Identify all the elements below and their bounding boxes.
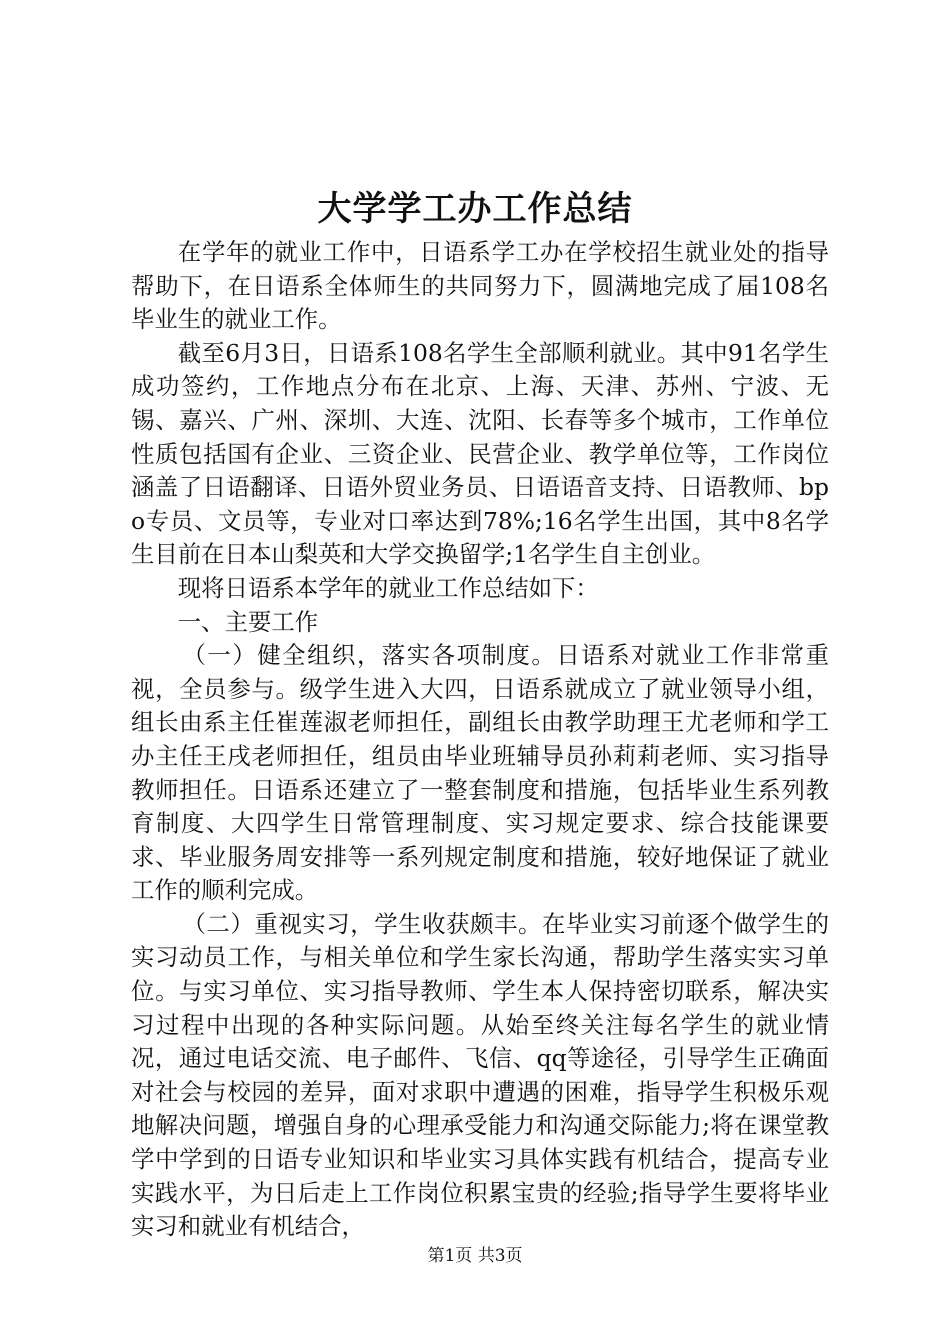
paragraph-intro: 在学年的就业工作中，日语系学工办在学校招生就业处的指导帮助下，在日语系全体师生的共同努力下，圆满地完成了届108名毕业生的就业工作。 [131,238,829,334]
paragraph-employment-stats: 截至6月3日，日语系108名学生全部顺利就业。其中91名学生成功签约，工作地点分布在北京、上海、天津、苏州、宁波、无锡、嘉兴、广州、深圳、大连、沈阳、长春等多个城市，工作单位性质包括国有企业、三资企业、民营企业、教学单位等，工作岗位涵盖了日语翻译、日语外贸业务员、日语语音支持、日语教师、bpo专员、文员等，专业对口率达到78%;16名学生出国，其中8名学生目前在日本山梨英和大学交换留学;1名学生自主创业。 [131,338,829,569]
document-body [131,236,829,1244]
document-title: 大学学工办工作总结 [317,189,633,229]
paragraph-summary-lead: 现将日语系本学年的就业工作总结如下： [177,573,599,602]
paragraph-organization: （一）健全组织，落实各项制度。日语系对就业工作非常重视，全员参与。级学生进入大四，日语系就成立了就业领导小组，组长由系主任崔莲淑老师担任，副组长由教学助理王尤老师和学工办主任王戌老师担任，组员由毕业班辅导员孙莉莉老师、实习指导教师担任。日语系还建立了一整套制度和措施，包括毕业生系列教育制度、大四学生日常管理制度、实习规定要求、综合技能课要求、毕业服务周安排等一系列规定制度和措施，较好地保证了就业工作的顺利完成。 [131,641,829,905]
section-heading-main-work: 一、主要工作 [177,607,319,636]
page-number: 第1页 共3页 [427,1246,523,1266]
paragraph-internship: （二）重视实习，学生收获颇丰。在毕业实习前逐个做学生的实习动员工作，与相关单位和学生家长沟通，帮助学生落实实习单位。与实习单位、实习指导教师、学生本人保持密切联系，解决实习过程中出现的各种实际问题。从始至终关注每名学生的就业情况，通过电话交流、电子邮件、飞信、qq等途径，引导学生正确面对社会与校园的差异，面对求职中遭遇的困难，指导学生积极乐观地解决问题，增强自身的心理承受能力和沟通交际能力;将在课堂教学中学到的日语专业知识和毕业实习具体实践有机结合，提高专业实践水平，为日后走上工作岗位积累宝贵的经验;指导学生要将毕业实习和就业有机结合， [131,909,829,1241]
